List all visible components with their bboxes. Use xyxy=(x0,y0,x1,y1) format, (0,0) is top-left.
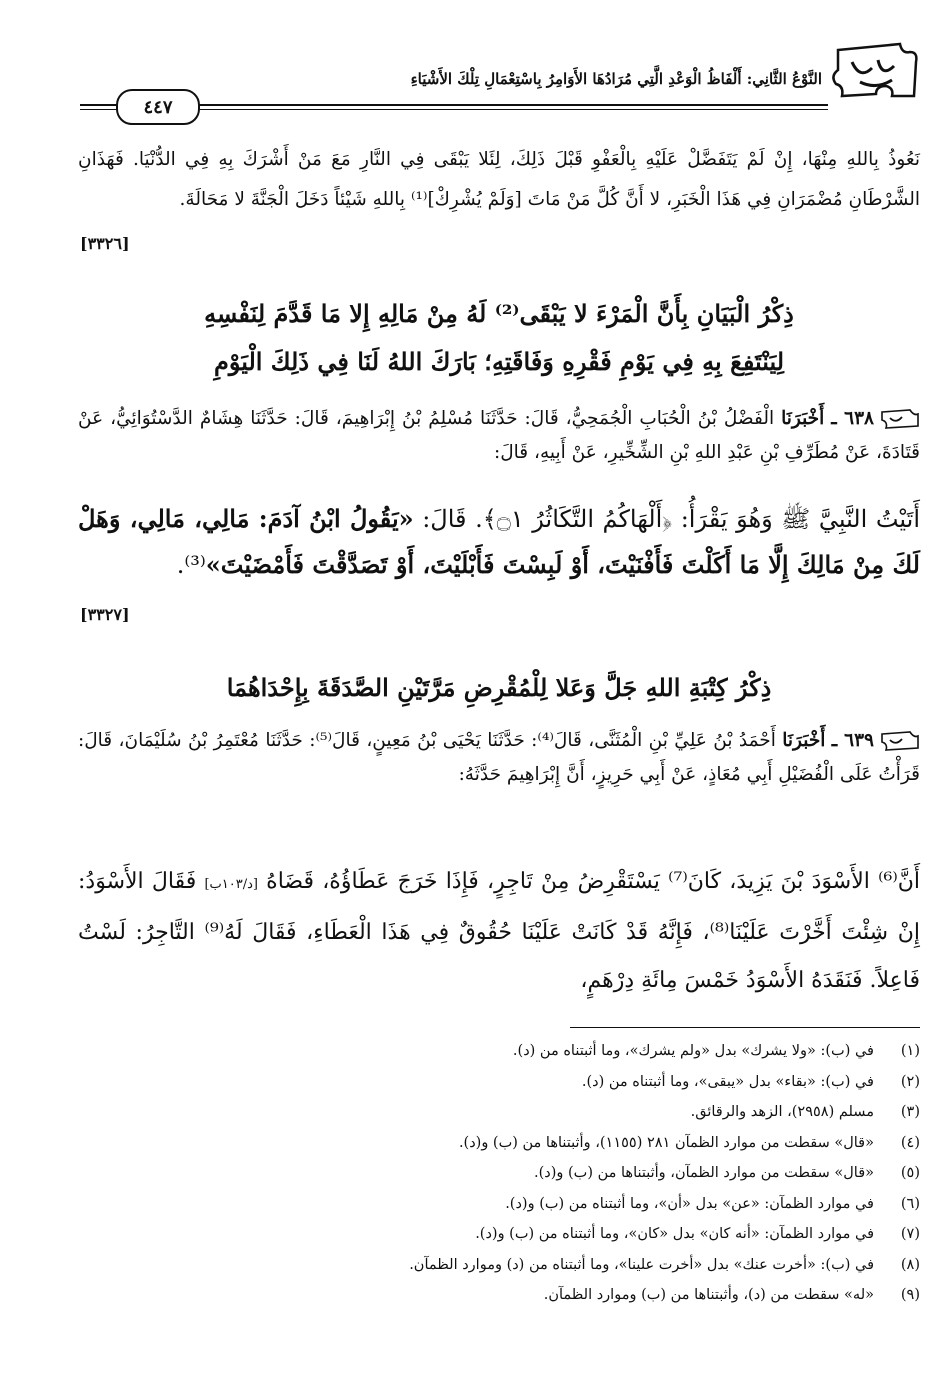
reference-number: [٣٣٢٦] xyxy=(80,234,130,253)
section-heading xyxy=(78,664,920,712)
footnote-separator xyxy=(570,1027,920,1028)
footnote-number: (٧) xyxy=(900,1226,920,1242)
footnote xyxy=(200,1128,920,1159)
footnotes xyxy=(200,1036,920,1311)
hadith-marker-icon xyxy=(880,408,920,430)
akhbarana-word: أَخْبَرَنَا xyxy=(781,408,825,429)
footnote-number: (٤) xyxy=(900,1134,920,1151)
footnote xyxy=(200,1067,920,1098)
footnote xyxy=(200,1097,920,1128)
footnote xyxy=(200,1250,920,1281)
footnote xyxy=(200,1219,920,1250)
matn-part: أَنَّ⁽⁶⁾ الأَسْوَدَ بْنَ يَزِيدَ، كَانَ⁽⁷⁾ يَسْتَقْرِضُ مِنْ تَاجِرٍ، فَإِذَا خَرَجَ عَطَاؤُهُ، قَضَاهُ xyxy=(266,869,921,894)
footnote-text: في موارد الظمآن: «أنه كان» بدل «كان»، وما أثبتناه من (ب) و(د). xyxy=(475,1226,874,1242)
isnad-text: الْفَضْلُ بْنُ الْحُبَابِ الْجُمَحِيُّ، قَالَ: حَدَّثَنَا مُسْلِمُ بْنُ إِبْرَاهِيمَ، قَالَ: حَدَّثَنَا هِشَامٌ الدَّسْتُوَائِيُّ، عَنْ قَتَادَةَ، عَنْ مُطَرِّفِ بْنِ عَبْدِ اللهِ بْنِ الشِّخِّيرِ، عَنْ أَبِيهِ، قَالَ: xyxy=(78,408,920,463)
matn-quote: «يَقُولُ ابْنُ آدَمَ: مَالِي، مَالِي، وَهَلْ لَكَ مِنْ مَالِكَ إِلَّا مَا أَكَلْتَ فَأَفْنَيْتَ، أَوْ لَبِسْتَ فَأَبْلَيْتَ، أَوْ تَصَدَّقْتَ فَأَمْضَيْتَ» xyxy=(78,504,920,579)
footnote-number: (٦) xyxy=(900,1195,920,1212)
heading-line: لِيَنْتَفِعَ بِهِ فِي يَوْمِ فَقْرِهِ وَفَاقَتِهِ؛ بَارَكَ اللهُ لَنَا فِي ذَلِكَ الْيَوْمِ xyxy=(213,347,785,376)
footnote-number: (٩) xyxy=(900,1287,920,1303)
section-heading xyxy=(78,290,920,386)
hadith-isnad xyxy=(78,402,920,470)
hadith-marker-icon xyxy=(880,730,920,752)
page-header xyxy=(80,40,920,120)
footnote-text: في (ب): «ولا يشرك» بدل «ولم يشرك»، وما أثبتناه من (د). xyxy=(512,1043,874,1059)
footnote-number: (٨) xyxy=(900,1256,920,1273)
footnote xyxy=(200,1189,920,1220)
isnad-text: أَحْمَدُ بْنُ عَلِيِّ بْنِ الْمُثَنَّى، قَالَ⁽⁴⁾: حَدَّثَنَا يَحْيَى بْنُ مَعِينٍ، قَالَ⁽⁵⁾: حَدَّثَنَا مُعْتَمِرُ بْنُ سُلَيْمَانَ، قَالَ: قَرَأْتُ عَلَى الْفُضَيْلِ أَبِي مُعَاذٍ، عَنْ أَبِي حَرِيزٍ، أَنَّ إِبْرَاهِيمَ حَدَّثَهُ: xyxy=(78,730,920,785)
footnote-text: في موارد الظمآن: «عن» بدل «أن»، وما أثبتناه من (ب) و(د). xyxy=(505,1195,874,1212)
page-number: ٤٤٧ xyxy=(116,89,200,125)
hadith-isnad xyxy=(78,724,920,792)
footnote-number: (١) xyxy=(900,1043,920,1059)
puzzle-logo-icon xyxy=(830,40,920,102)
hadith-matn xyxy=(78,496,920,588)
footnote-text: «قال» سقطت من موارد الظمآن ٢٨١ (١١٥٥)، وأثبتناها من (ب) و(د). xyxy=(458,1134,874,1151)
footnote-text: «قال» سقطت من موارد الظمآن، وأثبتناها من (ب) و(د). xyxy=(534,1165,874,1181)
footnote xyxy=(200,1158,920,1189)
footnote-text: في (ب): «أخرت عنك» بدل «أخرت علينا»، وما أثبتناه من (د) وموارد الظمآن. xyxy=(409,1256,874,1273)
hadith-number: ٦٣٨ ـ xyxy=(831,408,874,429)
matn-end: ⁽³⁾. xyxy=(176,551,206,579)
footnote-text: مسلم (٢٩٥٨)، الزهد والرقائق. xyxy=(690,1104,874,1120)
footnote xyxy=(200,1280,920,1311)
intro-paragraph: نَعُوذُ بِاللهِ مِنْهَا، إِنْ لَمْ يَتَفَضَّلْ عَلَيْهِ بِالْعَفْوِ قَبْلَ ذَلِكَ، لِئَلا يَبْقَى فِي النَّارِ مَعَ مَنْ أَشْرَكَ بِهِ فِي الدُّنْيَا. فَهَذَانِ الشَّرْطَانِ مُضْمَرَانِ فِي هَذَا الْخَبَرِ، لا أَنَّ كُلَّ مَنْ مَاتَ [وَلَمْ يُشْرِكْ]⁽¹⁾ بِاللهِ شَيْئاً دَخَلَ الْجَنَّةَ لا مَحَالَةَ. xyxy=(78,149,920,210)
hadith-number: ٦٣٩ ـ xyxy=(831,730,874,751)
matn-part: فَقَالَ الأَسْوَدُ: إِنْ شِئْتَ أَخَّرْتَ عَلَيْنَا⁽⁸⁾، فَإِنَّهُ قَدْ كَانَتْ عَلَيْنَا حُقُوقٌ فِي هَذَا الْعَطَاءِ، فَقَالَ لَهُ⁽⁹⁾ التَّاجِرُ: لَسْتُ فَاعِلاً. فَنَقَدَهُ الأَسْوَدُ خَمْسَ مِائَةِ دِرْهَمٍ، xyxy=(78,869,920,993)
footnote-text: في (ب): «بقاء» بدل «يبقى»، وما أثبتناه من (د). xyxy=(581,1073,874,1090)
footnote-text: «له» سقطت من (د)، وأثبتناها من (ب) وموارد الظمآن. xyxy=(543,1287,874,1303)
footnote xyxy=(200,1036,920,1067)
heading-line: ذِكْرُ كِتْبَةِ اللهِ جَلَّ وَعَلا لِلْمُقْرِضِ مَرَّتَيْنِ الصَّدَقَةَ بِإِحْدَاهُمَا xyxy=(226,673,772,702)
matn-intro: أَتَيْتُ النَّبِيَّ ﷺ وَهُوَ يَقْرَأُ: ﴿أَلْهَاكُمُ التَّكَاثُرُ ۝١﴾. قَالَ: xyxy=(422,505,920,533)
heading-line: ذِكْرُ الْبَيَانِ بِأَنَّ الْمَرْءَ لا يَبْقَى⁽²⁾ لَهُ مِنْ مَالِهِ إِلا مَا قَدَّمَ لِنَفْسِهِ xyxy=(204,299,794,328)
footnote-number: (٣) xyxy=(900,1104,920,1120)
footnote-number: (٢) xyxy=(900,1073,920,1090)
folio-marker: [د/١٠٣ب] xyxy=(204,877,258,892)
reference-number: [٣٣٢٧] xyxy=(80,605,130,624)
akhbarana-word: أَخْبَرَنَا xyxy=(782,730,826,751)
running-title: النَّوْعُ الثَّانِي: أَلْفَاظُ الْوَعْدِ الَّتِي مُرَادُهَا الأَوَامِرُ بِاسْتِعْمَالِ تِلْكَ الأَشْيَاءِ xyxy=(410,70,822,88)
footnote-number: (٥) xyxy=(900,1165,920,1181)
hadith-matn xyxy=(78,858,920,1005)
